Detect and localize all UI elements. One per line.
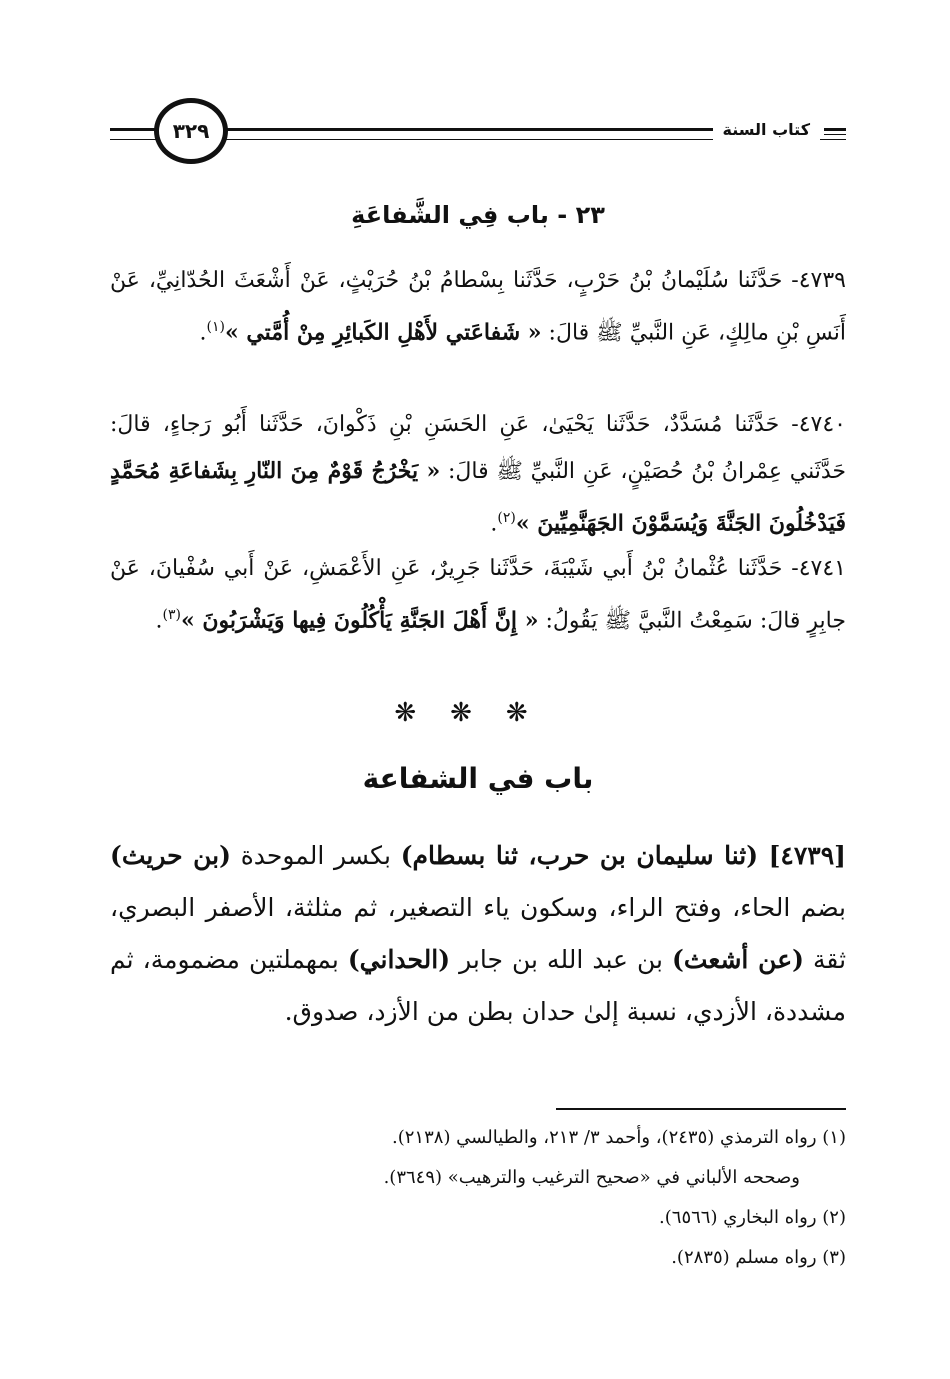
footnote-rule [556,1108,846,1110]
footnote-1-continued: وصححه الألباني في «صحيح الترغيب والترهيب» (٣٦٤٩). [383,1167,800,1188]
commentary-quote: (عن أشعث) [672,945,804,974]
hadith-end: . [155,608,163,634]
commentary-paragraph [110,830,846,1038]
commentary-text: بن عبد الله بن جابر [459,945,663,974]
commentary-text: بكسر الموحدة [240,841,391,870]
footnote-2: (٢) رواه البخاري (٦٥٦٦). [659,1207,846,1228]
hadith-matn: « شَفاعَتي لأَهْلِ الكَبائِرِ مِنْ أُمَّتي » [224,319,542,346]
hadith-isnad: حَدَّثَنا سُلَيْمانُ بْنُ حَرْبٍ، حَدَّثَنا بِسْطامُ بْنُ حُرَيْثٍ، عَنْ أَشْعَثَ الحُدّانِيِّ، عَنْ أَنَسِ بْنِ مالِكٍ، عَنِ النَّبيِّ ﷺ قالَ: [110,268,846,346]
section-title: باب في الشفاعة [362,762,594,795]
hadith-matn: « إِنَّ أَهْلَ الجَنَّةِ يَأْكُلُونَ فِيها وَيَشْرَبُونَ » [180,607,539,634]
footnotes [206,1118,846,1278]
hadith-4739 [110,258,846,356]
commentary-text: بضم الحاء، وفتح الراء، وسكون ياء التصغير، ثم مثلثة، الأصفر البصري، ثقة [110,893,847,974]
footnote-ref: (٣) [162,607,181,623]
book-title: كتاب السنة [713,118,821,142]
hadith-isnad: حَدَّثَنا عُثْمانُ بْنُ أَبي شَيْبَةَ، حَدَّثَنا جَرِيرٌ، عَنِ الأَعْمَشِ، عَنْ أَبي سُفْيانَ، عَنْ جابِرٍ قالَ: سَمِعْتُ النَّبيَّ ﷺ يَقُولُ: [110,556,846,634]
header-dash-ornament [820,124,846,136]
commentary-quote: (بن حريث) [110,841,231,870]
hadith-matn: « يَخْرُجُ قَوْمٌ مِنَ النّارِ بِشَفاعَةِ مُحَمَّدٍ فَيَدْخُلُونَ الجَنَّةَ وَيُسَمَّوْنَ الجَهَنَّمِيِّينَ » [110,458,846,537]
page-number: ٣٢٩ [154,98,228,164]
footnote-1: (١) رواه الترمذي (٢٤٣٥)، وأحمد ٣/ ٢١٣، والطيالسي (٢١٣٨). [392,1127,846,1148]
hadith-end: . [199,320,207,346]
hadith-end: . [490,511,498,537]
hadith-number: ٤٧٤٠- [791,412,846,437]
footnote-3: (٣) رواه مسلم (٢٨٣٥). [671,1247,846,1268]
commentary-text: بمهملتين مضمومة، ثم مشددة، الأزدي، نسبة إلىٰ حدان بطن من الأزد، صدوق. [110,945,846,1026]
footnote-ref: (٢) [497,510,516,526]
commentary-quote: [٤٧٣٩] (ثنا سليمان بن حرب، ثنا بسطام) [400,841,846,870]
footnote-ref: (١) [206,319,225,335]
commentary-quote: (الحداني) [347,945,451,974]
hadith-4741 [110,546,846,644]
chapter-title: ٢٣ - باب فِي الشَّفاعَةِ [351,201,605,229]
hadith-isnad: حَدَّثَنا مُسَدَّدٌ، حَدَّثَنا يَحْيَىٰ، عَنِ الحَسَنِ بْنِ ذَكْوانَ، حَدَّثَنا أَبُو رَجاءٍ، قالَ: حَدَّثَني عِمْرانُ بْنُ حُصَيْنٍ، عَنِ النَّبيِّ ﷺ قالَ: [110,412,846,484]
page-header [110,98,846,168]
hadith-number: ٤٧٤١- [791,556,846,581]
hadith-number: ٤٧٣٩- [791,268,846,293]
hadith-4740 [110,402,846,547]
section-separator: ❋❋❋ [394,698,562,728]
